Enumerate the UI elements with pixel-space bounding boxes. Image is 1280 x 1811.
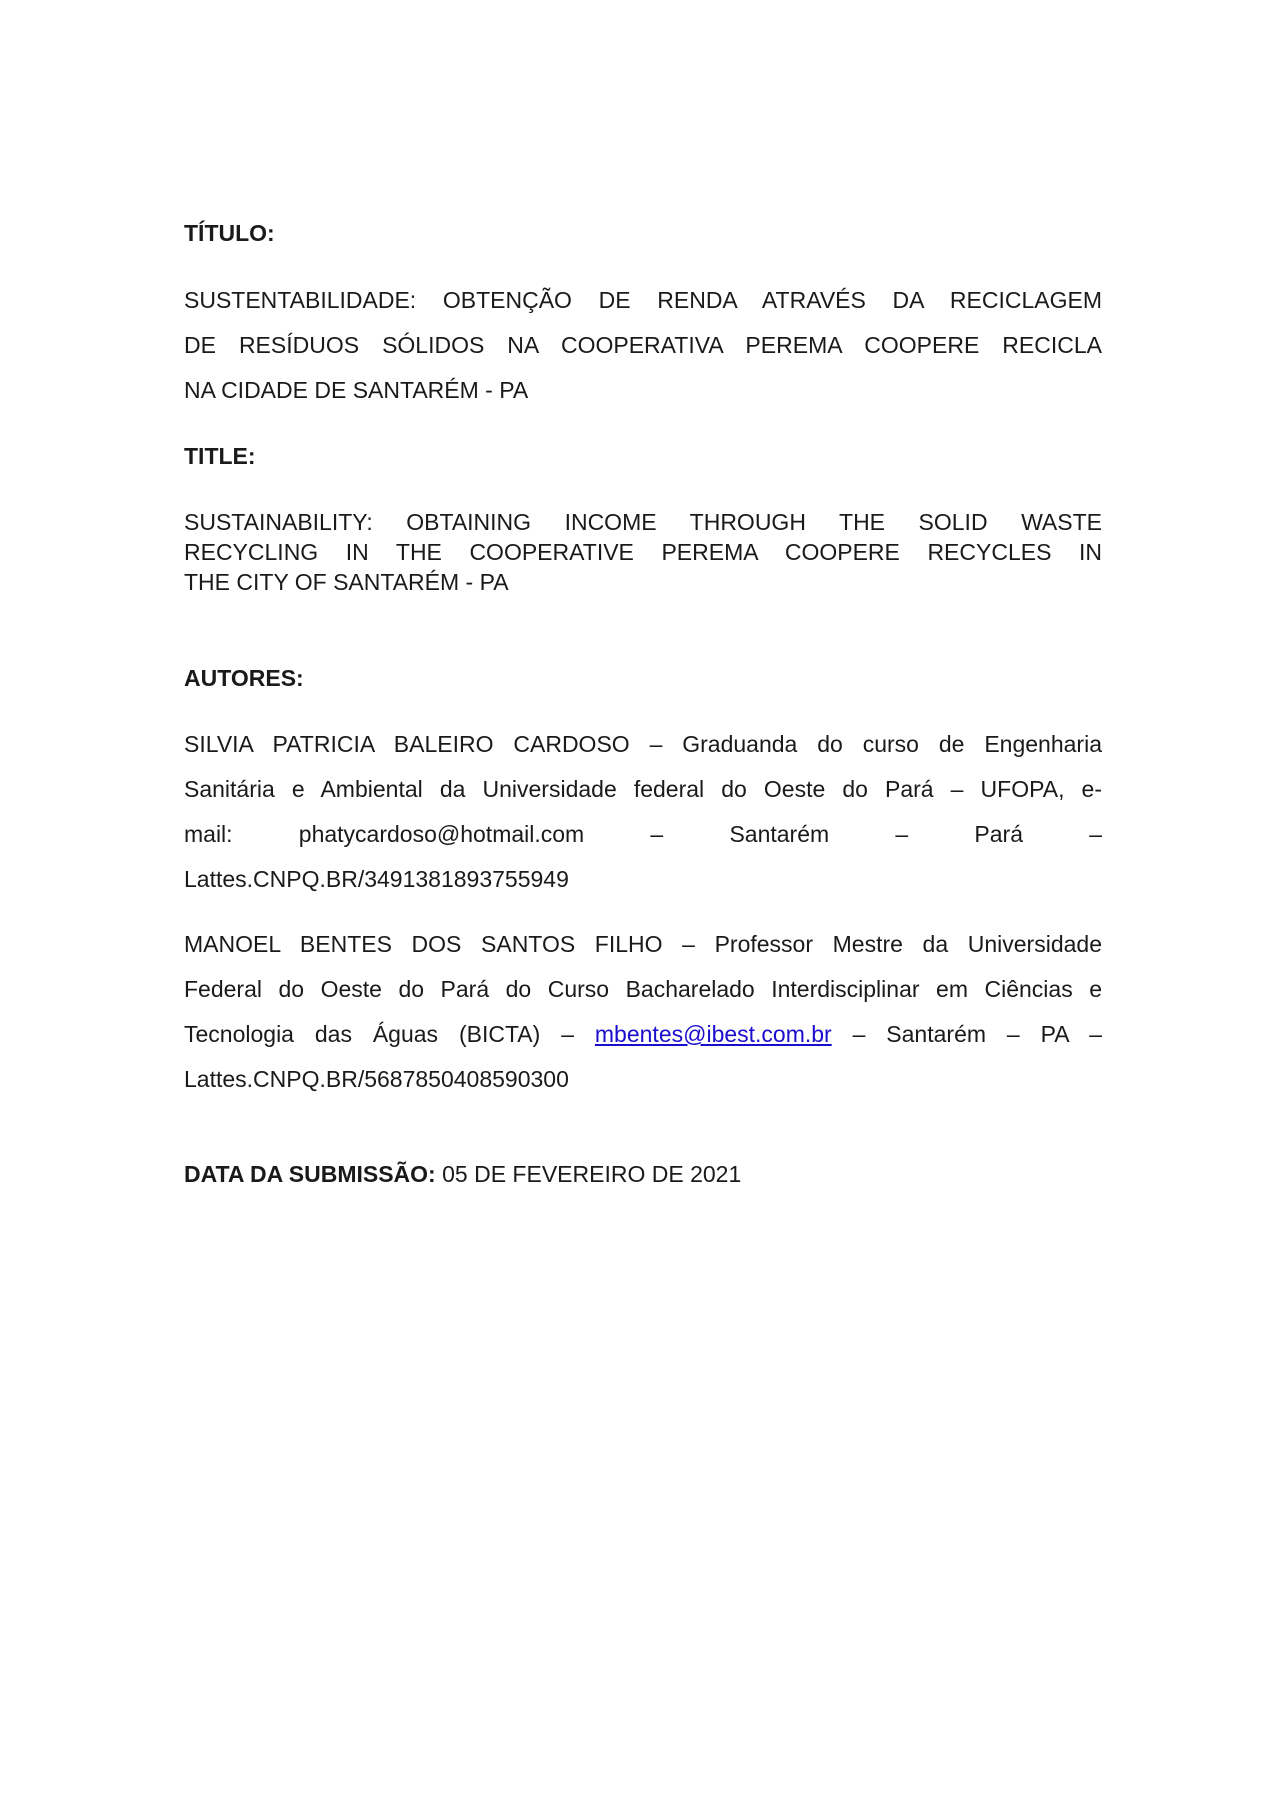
titulo-line: NA CIDADE DE SANTARÉM - PA [184,377,529,403]
author2-line-email [184,1012,1102,1057]
titulo-line: SUSTENTABILIDADE: OBTENÇÃO DE RENDA ATRAVÉS DA RECICLAGEM [184,287,1102,313]
submission-date [184,1159,741,1189]
author2-line: MANOEL BENTES DOS SANTOS FILHO – Professor Mestre da Universidade [184,931,1102,957]
author1-line: SILVIA PATRICIA BALEIRO CARDOSO – Graduanda do curso de Engenharia [184,731,1102,757]
title-line: SUSTAINABILITY: OBTAINING INCOME THROUGH THE SOLID WASTE [184,509,1102,535]
title-text [184,507,1102,597]
author1-line: Sanitária e Ambiental da Universidade federal do Oeste do Pará – UFOPA, e- [184,776,1102,802]
author2-line-text: – Santarém – PA – [831,1021,1102,1047]
titulo-label: TÍTULO: [184,220,275,246]
titulo-text [184,278,1102,413]
title-label: TITLE: [184,443,256,469]
title-line: THE CITY OF SANTARÉM - PA [184,569,509,595]
titulo-line: DE RESÍDUOS SÓLIDOS NA COOPERATIVA PEREMA COOPERE RECICLA [184,332,1102,358]
submission-label: DATA DA SUBMISSÃO: [184,1161,436,1187]
author2-block [184,922,1102,1102]
title-line: RECYCLING IN THE COOPERATIVE PEREMA COOPERE RECYCLES IN [184,539,1102,565]
author1-block [184,722,1102,902]
author2-line-text: Tecnologia das Águas (BICTA) – [184,1021,595,1047]
author2-line: Federal do Oeste do Pará do Curso Bacharelado Interdisciplinar em Ciências e [184,976,1102,1002]
author2-line: Lattes.CNPQ.BR/5687850408590300 [184,1066,569,1092]
author1-line: Lattes.CNPQ.BR/3491381893755949 [184,866,569,892]
author1-line: mail: phatycardoso@hotmail.com – Santarém – Pará – [184,821,1102,847]
author2-email-link[interactable]: mbentes@ibest.com.br [594,1021,832,1047]
submission-value: 05 DE FEVEREIRO DE 2021 [435,1161,742,1187]
autores-label: AUTORES: [184,665,304,691]
